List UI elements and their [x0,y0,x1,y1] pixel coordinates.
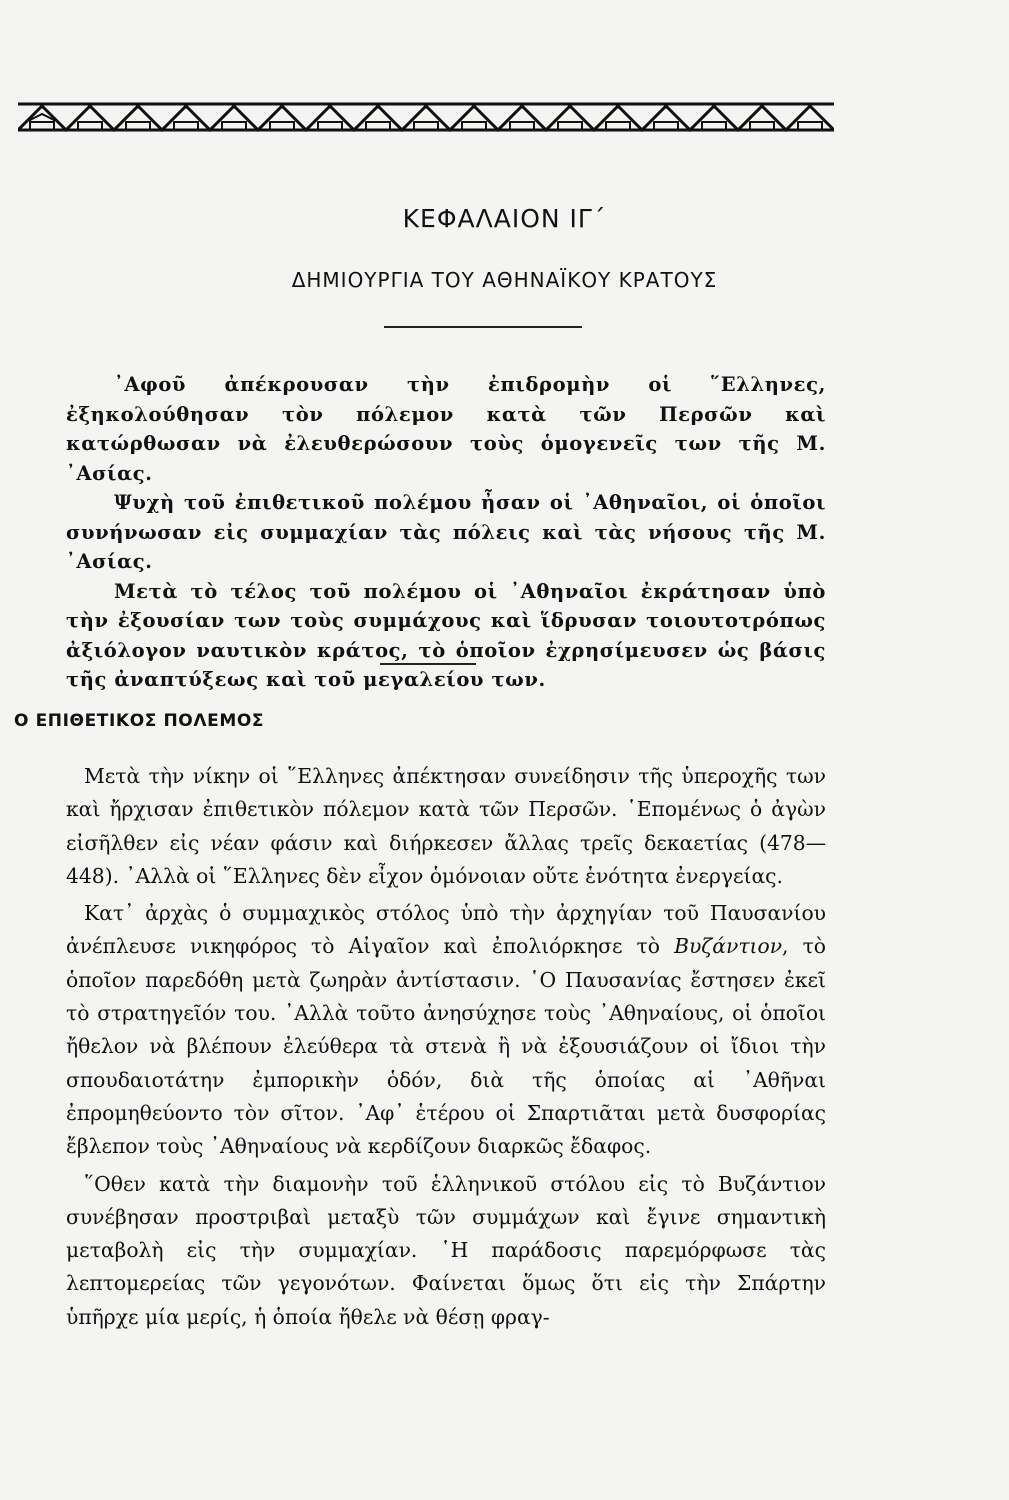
body-paragraph [66,897,826,1163]
summary-paragraph: Ψυχὴ τοῦ ἐπιθετικοῦ πολέμου ἦσαν οἱ ᾿Αθηναῖοι, οἱ ὁποῖοι συνήνωσαν εἰς συμμαχίαν τὰς πόλεις καὶ τὰς νήσους τῆς Μ. ᾿Ασίας. [66,491,826,573]
summary-paragraph: ᾿Αφοῦ ἀπέκρουσαν τὴν ἐπιδρομὴν οἱ ῞Ελληνες, ἐξηκολούθησαν τὸν πόλεμον κατὰ τῶν Περσῶν καὶ κατώρθωσαν νὰ ἐλευθερώσουν τοὺς ὁμογενεῖς των τῆς Μ. ᾿Ασίας. [66,373,826,485]
body-paragraph: ῞Οθεν κατὰ τὴν διαμονὴν τοῦ ἑλληνικοῦ στόλου εἰς τὸ Βυζάντιον συνέβησαν προστριβαὶ μεταξὺ τῶν συμμάχων καὶ ἔγινε σημαντικὴ μεταβολὴ εἰς τὴν συμμαχίαν. ῾Η παράδοσις παρεμόρφωσε τὰς λεπτομερείας τῶν γεγονότων. Φαίνεται ὅμως ὅτι εἰς τὴν Σπάρτην ὑπῆρχε μία μερίς, ἡ ὁποία ἤθελε νὰ θέσῃ φραγ- [66,1171,826,1329]
title-divider [384,326,582,328]
greek-key-ornament [18,100,834,134]
body-text [66,760,826,1338]
chapter-summary [66,370,826,695]
summary-divider [380,663,476,665]
place-name-italic: Βυζάντιον [674,934,783,959]
body-paragraph: Μετὰ τὴν νίκην οἱ ῞Ελληνες ἀπέκτησαν συνείδησιν τῆς ὑπεροχῆς των καὶ ἤρχισαν ἐπιθετικὸν πόλεμον κατὰ τῶν Περσῶν. ῾Επομένως ὁ ἀγὼν εἰσῆλθεν εἰς νέαν φάσιν καὶ διήρκεσεν ἄλλας τρεῖς δεκαετίας (478—448). ᾿Αλλὰ οἱ ῞Ελληνες δὲν εἶχον ὁμόνοιαν οὔτε ἑνότητα ἐνεργείας. [66,764,826,888]
section-heading: Ο ΕΠΙΘΕΤΙΚΟΣ ΠΟΛΕΜΟΣ [14,711,265,731]
chapter-number: ΚΕΦΑΛΑΙΟΝ ΙΓ΄ [402,204,607,233]
summary-paragraph: Μετὰ τὸ τέλος τοῦ πολέμου οἱ ᾿Αθηναῖοι ἐκράτησαν ὑπὸ τὴν ἐξουσίαν των τοὺς συμμάχους καὶ ἵδρυσαν τοιουτοτρόπως ἀξιόλογον ναυτικὸν κράτος, τὸ ὁποῖον ἐχρησίμευσεν ὡς βάσις τῆς ἀναπτύξεως καὶ τοῦ μεγαλείου των. [66,579,826,691]
body-text-run: , τὸ ὁποῖον παρεδόθη μετὰ ζωηρὰν ἀντίστασιν. ῾Ο Παυσανίας ἔστησεν ἐκεῖ τὸ στρατηγεῖόν του. ᾿Αλλὰ τοῦτο ἀνησύχησε τοὺς ᾿Αθηναίους, οἱ ὁποῖοι ἤθελον νὰ βλέπουν ἐλεύθερα τὰ στενὰ ἢ νὰ ἐξουσιάζουν οἱ ἴδιοι τὴν σπουδαιοτάτην ἐμπορικὴν ὁδόν, διὰ τῆς ὁποίας αἱ ᾿Αθῆναι ἐπρομηθεύοντο τὸν σῖτον. ᾿Αφ᾿ ἑτέρου οἱ Σπαρτιᾶται μετὰ δυσφορίας ἔβλεπον τοὺς ᾿Αθηναίους νὰ κερδίζουν διαρκῶς ἔδαφος. [66,934,826,1159]
chapter-title: ΔΗΜΙΟΥΡΓΙΑ ΤΟΥ ΑΘΗΝΑΪΚΟΥ ΚΡΑΤΟΥΣ [291,268,718,292]
body-text-run: Κατ᾿ ἀρχὰς ὁ συμμαχικὸς στόλος ὑπὸ τὴν ἀρχηγίαν τοῦ Παυσανίου ἀνέπλευσε νικηφόρος τὸ Αἰγαῖον καὶ ἐπολιόρκησε τὸ [66,901,826,959]
